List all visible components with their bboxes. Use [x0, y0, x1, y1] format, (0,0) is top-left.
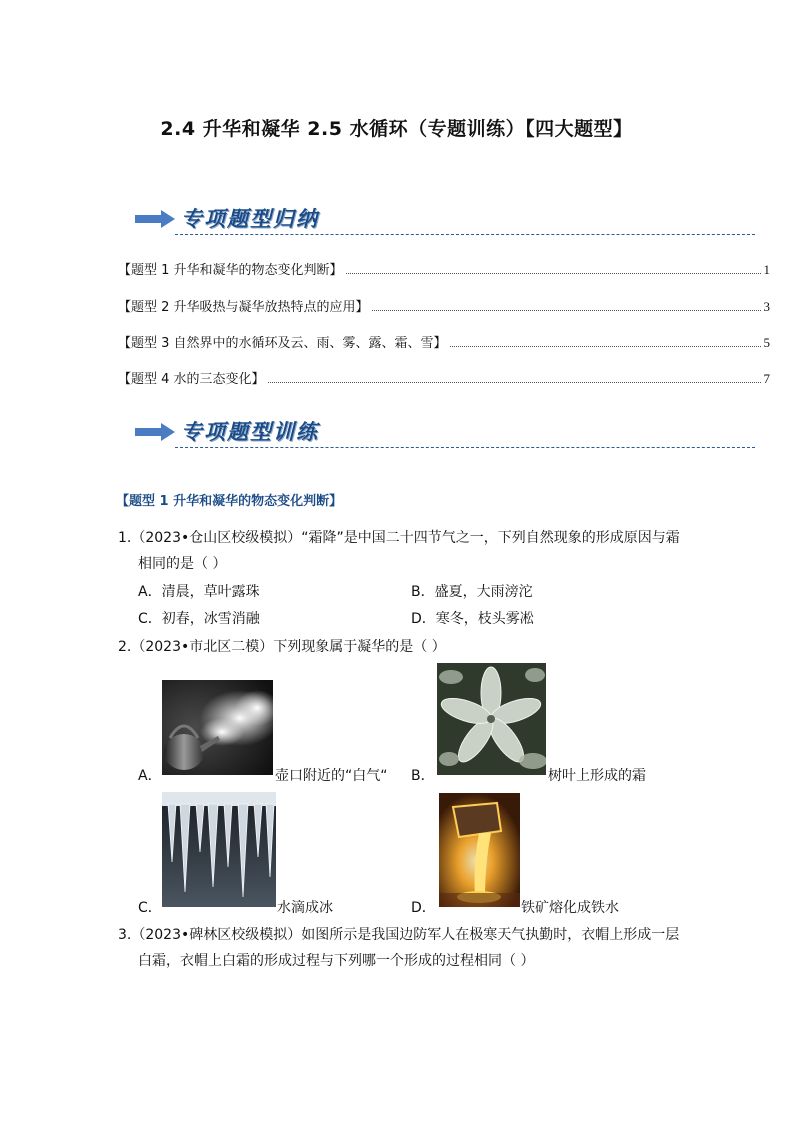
page-title: 2.4 升华和凝华 2.5 水循环（专题训练）【四大题型】: [160, 118, 633, 140]
toc-entry[interactable]: [118, 260, 770, 278]
option-c-caption: 水滴成冰: [277, 900, 333, 916]
option-c-label[interactable]: C．: [138, 900, 162, 916]
section-banner-summary: [135, 203, 755, 237]
question-type-heading: 【题型 1 升华和凝华的物态变化判断】: [116, 494, 343, 509]
option-d-caption: 铁矿熔化成铁水: [521, 900, 619, 916]
dashed-divider: [175, 447, 755, 448]
toc-leader: [372, 310, 761, 311]
option-d-label[interactable]: D．: [411, 900, 436, 916]
question-1-stem-cont: 相同的是（ ）: [138, 556, 227, 572]
toc-entry-text: 【题型 2 升华吸热与凝华放热特点的应用】: [118, 300, 369, 315]
toc-entry[interactable]: [118, 333, 770, 351]
question-3-stem: 3.（2023•碑林区校级模拟）如图所示是我国边防军人在极寒天气执勤时，衣帽上形成一层: [118, 927, 680, 943]
option-b-label[interactable]: B．: [411, 768, 435, 784]
toc-leader: [450, 346, 761, 347]
toc-leader: [346, 273, 761, 274]
arrow-right-icon: [135, 210, 175, 228]
kettle-steam-image[interactable]: [162, 680, 273, 775]
arrow-right-icon: [135, 423, 175, 441]
option-d[interactable]: D．寒冬，枝头雾凇: [411, 611, 534, 627]
option-a[interactable]: A．清晨，草叶露珠: [138, 584, 260, 600]
toc-entry[interactable]: [118, 297, 770, 315]
option-a-caption: 壶口附近的“白气“: [275, 768, 388, 784]
dashed-divider: [175, 234, 755, 235]
toc-page-number: 1: [763, 262, 770, 277]
toc-entry-text: 【题型 3 自然界中的水循环及云、雨、雾、露、霜、雪】: [118, 336, 447, 351]
option-b-caption: 树叶上形成的霜: [548, 768, 646, 784]
toc-entry-text: 【题型 1 升华和凝华的物态变化判断】: [118, 263, 343, 278]
question-3-stem-cont: 白霜，衣帽上白霜的形成过程与下列哪一个形成的过程相同（ ）: [138, 953, 535, 969]
toc-page-number: 5: [763, 335, 770, 350]
molten-iron-image[interactable]: [439, 793, 520, 907]
toc-page-number: 7: [763, 371, 770, 386]
toc-entry-text: 【题型 4 水的三态变化】: [118, 372, 265, 387]
question-2-stem: 2.（2023•市北区二模）下列现象属于凝华的是（ ）: [118, 639, 446, 655]
option-b[interactable]: B．盛夏，大雨滂沱: [411, 584, 533, 600]
icicles-image[interactable]: [162, 792, 276, 907]
section-banner-training: [135, 416, 755, 450]
toc-leader: [268, 382, 761, 383]
frosted-leaves-image[interactable]: [437, 663, 546, 775]
banner-label: 专项题型归纳: [181, 206, 319, 231]
banner-label: 专项题型训练: [181, 419, 319, 444]
option-a-label[interactable]: A．: [138, 768, 162, 784]
toc-entry[interactable]: [118, 369, 770, 387]
toc-page-number: 3: [763, 299, 770, 314]
option-c[interactable]: C．初春，冰雪消融: [138, 611, 260, 627]
question-1-stem: 1.（2023•仓山区校级模拟）“霜降”是中国二十四节气之一，下列自然现象的形成原因与霜: [118, 530, 680, 546]
